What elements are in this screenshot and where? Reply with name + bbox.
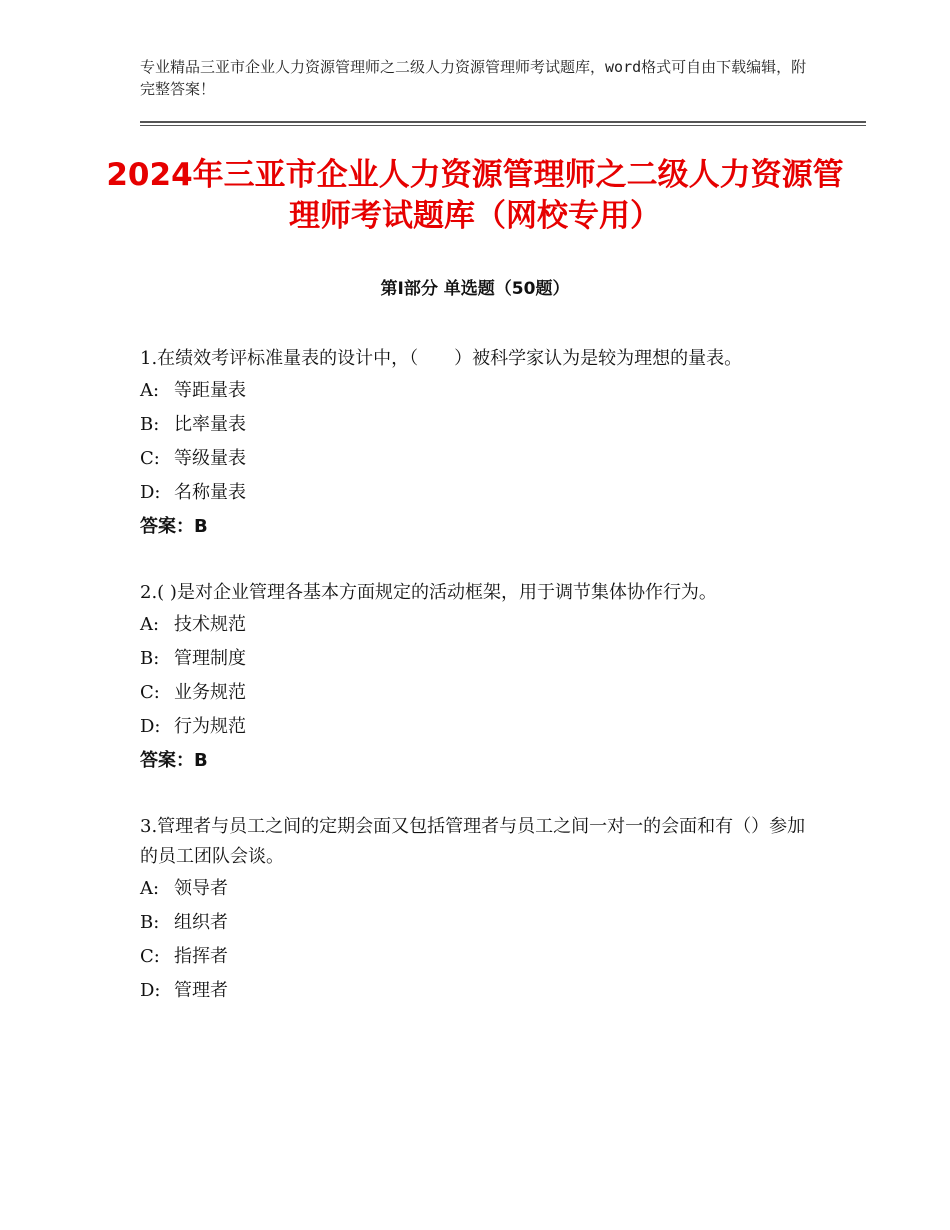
option-letter: B: — [140, 414, 160, 435]
option-text: 比率量表 — [174, 414, 246, 435]
question-list — [140, 344, 820, 1042]
option-text: 等距量表 — [174, 380, 246, 401]
option-text: 业务规范 — [174, 682, 246, 703]
option-text: 管理制度 — [174, 648, 246, 669]
option-d — [140, 476, 820, 510]
option-d — [140, 710, 820, 744]
option-letter: B: — [140, 648, 160, 669]
option-letter: A: — [140, 878, 160, 899]
question-2 — [140, 578, 820, 778]
option-letter: A: — [140, 380, 160, 401]
option-d — [140, 974, 820, 1008]
option-a — [140, 872, 820, 906]
option-b — [140, 906, 820, 940]
question-stem: 2.( )是对企业管理各基本方面规定的活动框架，用于调节集体协作行为。 — [140, 582, 717, 603]
answer-line: 答案：B — [140, 750, 208, 771]
option-letter: B: — [140, 912, 160, 933]
option-letter: C: — [140, 682, 160, 703]
option-text: 等级量表 — [174, 448, 246, 469]
option-letter: D: — [140, 716, 161, 737]
option-letter: A: — [140, 614, 160, 635]
question-stem: 1.在绩效考评标准量表的设计中，（ ）被科学家认为是较为理想的量表。 — [140, 348, 743, 369]
option-c — [140, 442, 820, 476]
document-title: 2024年三亚市企业人力资源管理师之二级人力资源管理师考试题库（网校专用） — [106, 157, 844, 234]
question-3 — [140, 812, 820, 1008]
question-1 — [140, 344, 820, 544]
answer-line: 答案：B — [140, 516, 208, 537]
option-letter: C: — [140, 946, 160, 967]
option-text: 组织者 — [174, 912, 228, 933]
option-text: 行为规范 — [174, 716, 246, 737]
header-divider-thick — [140, 121, 866, 123]
question-stem: 3.管理者与员工之间的定期会面又包括管理者与员工之间一对一的会面和有（）参加的员工团队会谈。 — [140, 816, 806, 867]
option-letter: D: — [140, 980, 161, 1001]
option-letter: C: — [140, 448, 160, 469]
option-text: 名称量表 — [174, 482, 246, 503]
option-text: 指挥者 — [174, 946, 228, 967]
option-text: 技术规范 — [174, 614, 246, 635]
option-b — [140, 642, 820, 676]
option-text: 管理者 — [174, 980, 228, 1001]
option-a — [140, 608, 820, 642]
option-letter: D: — [140, 482, 161, 503]
option-b — [140, 408, 820, 442]
option-text: 领导者 — [174, 878, 228, 899]
section-heading: 第Ⅰ部分 单选题（50题） — [380, 279, 570, 299]
header-note: 专业精品三亚市企业人力资源管理师之二级人力资源管理师考试题库，word格式可自由下载编辑，附完整答案！ — [140, 58, 807, 98]
header-divider-thin — [140, 125, 866, 126]
option-c — [140, 676, 820, 710]
option-a — [140, 374, 820, 408]
option-c — [140, 940, 820, 974]
